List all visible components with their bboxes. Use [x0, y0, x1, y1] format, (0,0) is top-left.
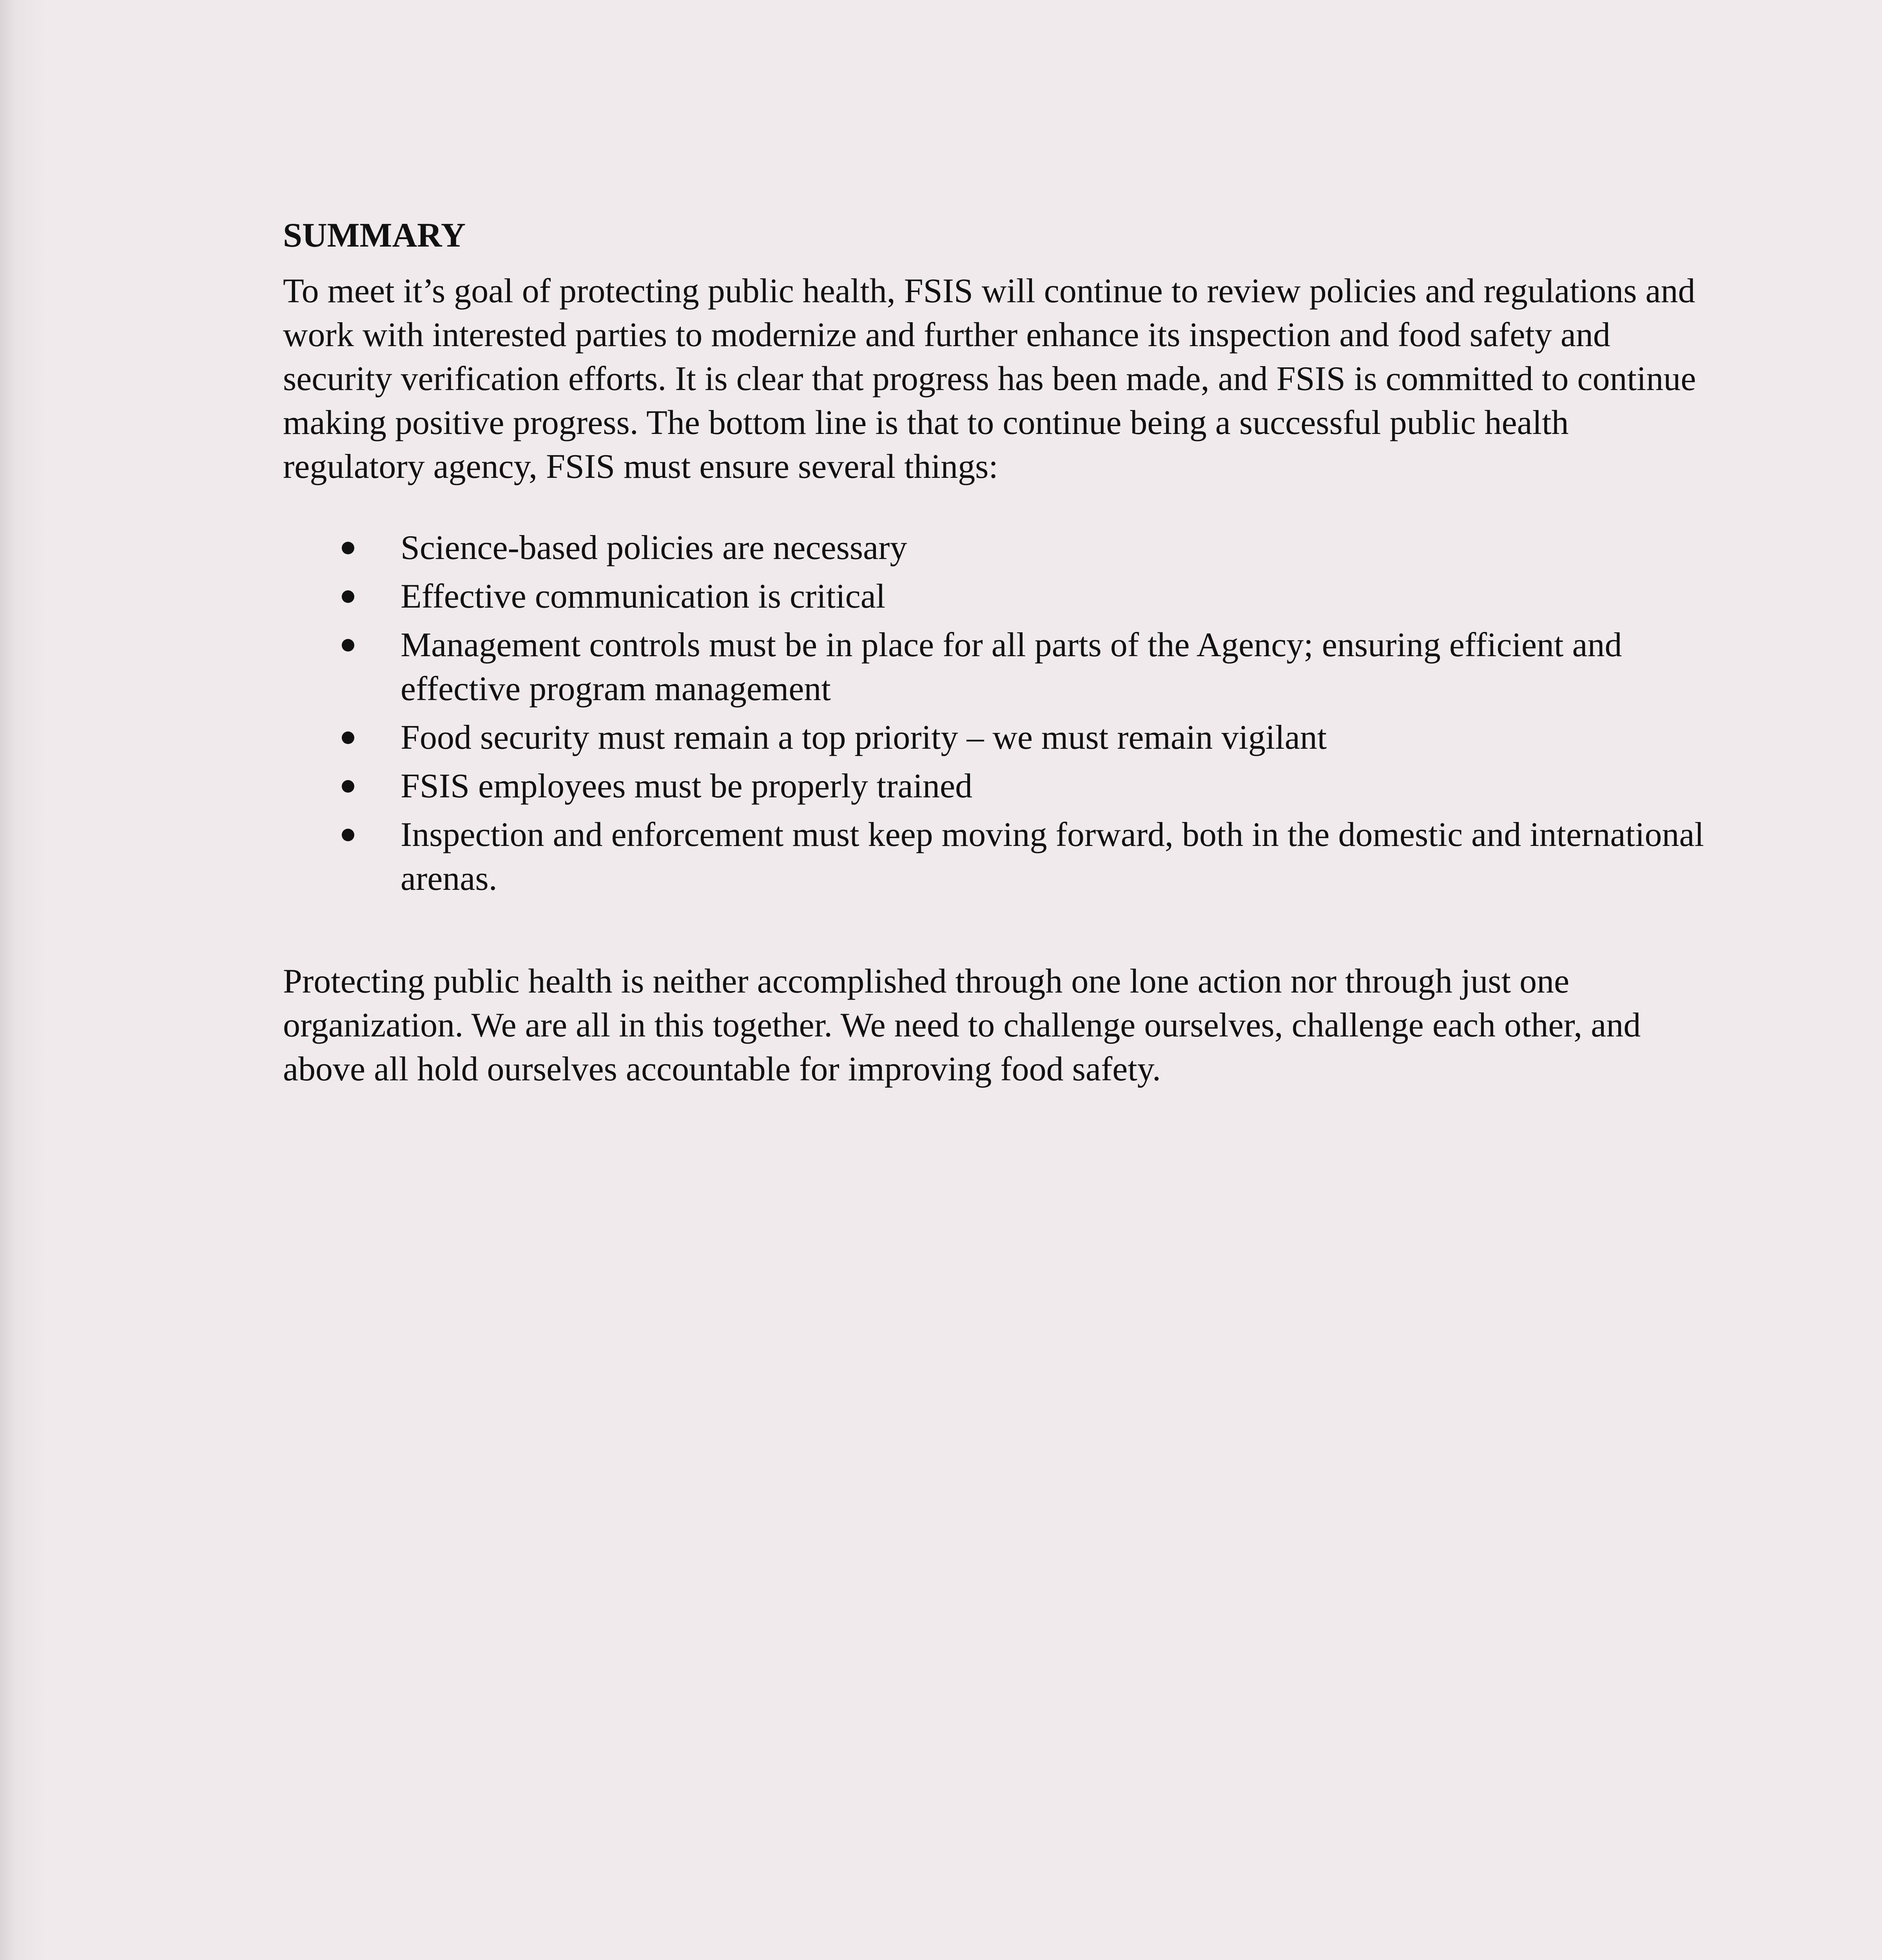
list-item-text: Inspection and enforcement must keep moving forward, both in the domestic and international arenas. [401, 816, 1704, 898]
list-item [401, 813, 1710, 901]
bullet-icon [342, 780, 354, 793]
closing-paragraph: Protecting public health is neither accomplished through one lone action nor through just one organization. We are all in this together. We need to challenge ourselves, challenge each other, and above all hold ourselves accountable for improving food safety. [283, 962, 1641, 1088]
bullet-icon [342, 542, 354, 554]
intro-paragraph: To meet it’s goal of protecting public health, FSIS will continue to review policies and regulations and work with interested parties to modernize and further enhance its inspection and food safety and security verification efforts. It is clear that progress has been made, and FSIS is committed to continue making positive progress. The bottom line is that to continue being a successful public health regulatory agency, FSIS must ensure several things: [283, 272, 1696, 486]
section-heading: SUMMARY [283, 216, 466, 254]
list-item [401, 623, 1710, 711]
list-item [401, 526, 1710, 570]
bullet-icon [342, 590, 354, 603]
list-item-text: Science-based policies are necessary [401, 529, 907, 567]
list-item [401, 575, 1710, 619]
bullet-icon [342, 829, 354, 841]
bullet-icon [342, 731, 354, 744]
requirements-list [283, 526, 1710, 901]
list-item-text: Management controls must be in place for all parts of the Agency; ensuring efficient and effective program management [401, 626, 1622, 708]
list-item-text: Effective communication is critical [401, 577, 886, 615]
list-item [401, 716, 1710, 760]
bullet-icon [342, 639, 354, 652]
summary-section [283, 214, 1710, 1091]
list-item [401, 764, 1710, 808]
list-item-text: FSIS employees must be properly trained [401, 767, 973, 805]
list-item-text: Food security must remain a top priority – we must remain vigilant [401, 719, 1327, 757]
